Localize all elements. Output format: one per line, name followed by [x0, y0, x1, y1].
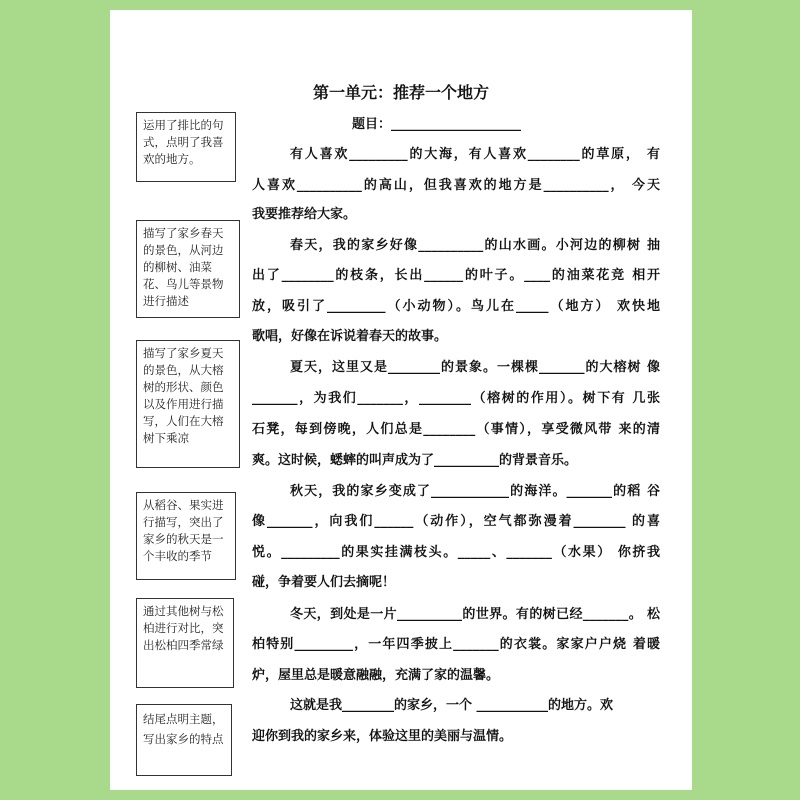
text-line: _______，为我们_______，________（榕树的作用）。树下有 几张 — [252, 391, 660, 406]
page-title: 第一单元：推荐一个地方 — [312, 83, 489, 102]
annotation-note: 描写了家乡夏天的景色，从大榕树的形状、颜色以及作用进行描写，人们在大榕树下乘凉 — [136, 340, 240, 468]
text-line: 歌唱，好像在诉说着春天的故事。 — [252, 329, 448, 344]
text-line: 有人喜欢_________的大海，有人喜欢________的草原， 有 — [290, 147, 660, 162]
annotation-note: 描写了家乡春天的景色，从河边的柳树、油菜花、鸟儿等景物进行描述 — [136, 220, 240, 318]
text-line: 石凳，每到傍晚，人们总是________（事情），享受微风带 来的清 — [252, 422, 660, 437]
text-line: 炉，屋里总是暖意融融，充满了家的温馨。 — [252, 668, 500, 683]
annotation-note: 运用了排比的句式，点明了我喜欢的地方。 — [136, 112, 236, 182]
subject-label: 题目：____________________ — [352, 117, 522, 132]
text-line: 人喜欢__________的高山，但我喜欢的地方是__________， 今天 — [252, 178, 660, 193]
text-line: 爽。这时候，蟋蟀的叫声成为了__________的背景音乐。 — [252, 453, 578, 468]
annotation-note: 通过其他树与松柏进行对比，突出松柏四季常绿 — [136, 598, 234, 688]
text-line: 悦。_________的果实挂满枝头。_____、_______（水果） 你挤我 — [252, 545, 660, 560]
annotation-note: 从稻谷、果实进行描写，突出了家乡的秋天是一个丰收的季节 — [136, 492, 236, 580]
annotation-note: 结尾点明主题，写出家乡的特点 — [136, 704, 232, 776]
text-line: 出了________的枝条，长出______的叶子。____的油菜花竞 相开 — [252, 268, 660, 283]
text-line: 柏特别_________，一年四季披上_______的衣裳。家家户户烧 着暖 — [252, 637, 660, 652]
text-line: 放，吸引了_________（小动物）。鸟儿在_____（地方） 欢快地 — [252, 299, 660, 314]
text-line: 像_______，向我们______（动作），空气都弥漫着________ 的喜 — [252, 514, 660, 529]
text-line: 这就是我________的家乡，一个 ___________的地方。欢 — [290, 698, 614, 713]
text-line: 我要推荐给大家。 — [252, 207, 357, 222]
text-line: 春天，我的家乡好像__________的山水画。小河边的柳树 抽 — [290, 238, 660, 253]
text-line: 冬天，到处是一片__________的世界。有的树已经_______。 松 — [290, 607, 660, 622]
text-line: 迎你到我的家乡来，体验这里的美丽与温情。 — [252, 729, 513, 744]
text-line: 夏天，这里又是________的景象。一棵棵_______的大榕树 像 — [290, 360, 660, 375]
text-line: 碰，争着要人们去摘呢！ — [252, 575, 396, 590]
text-line: 秋天，我的家乡变成了____________的海洋。_______的稻 谷 — [290, 484, 660, 499]
